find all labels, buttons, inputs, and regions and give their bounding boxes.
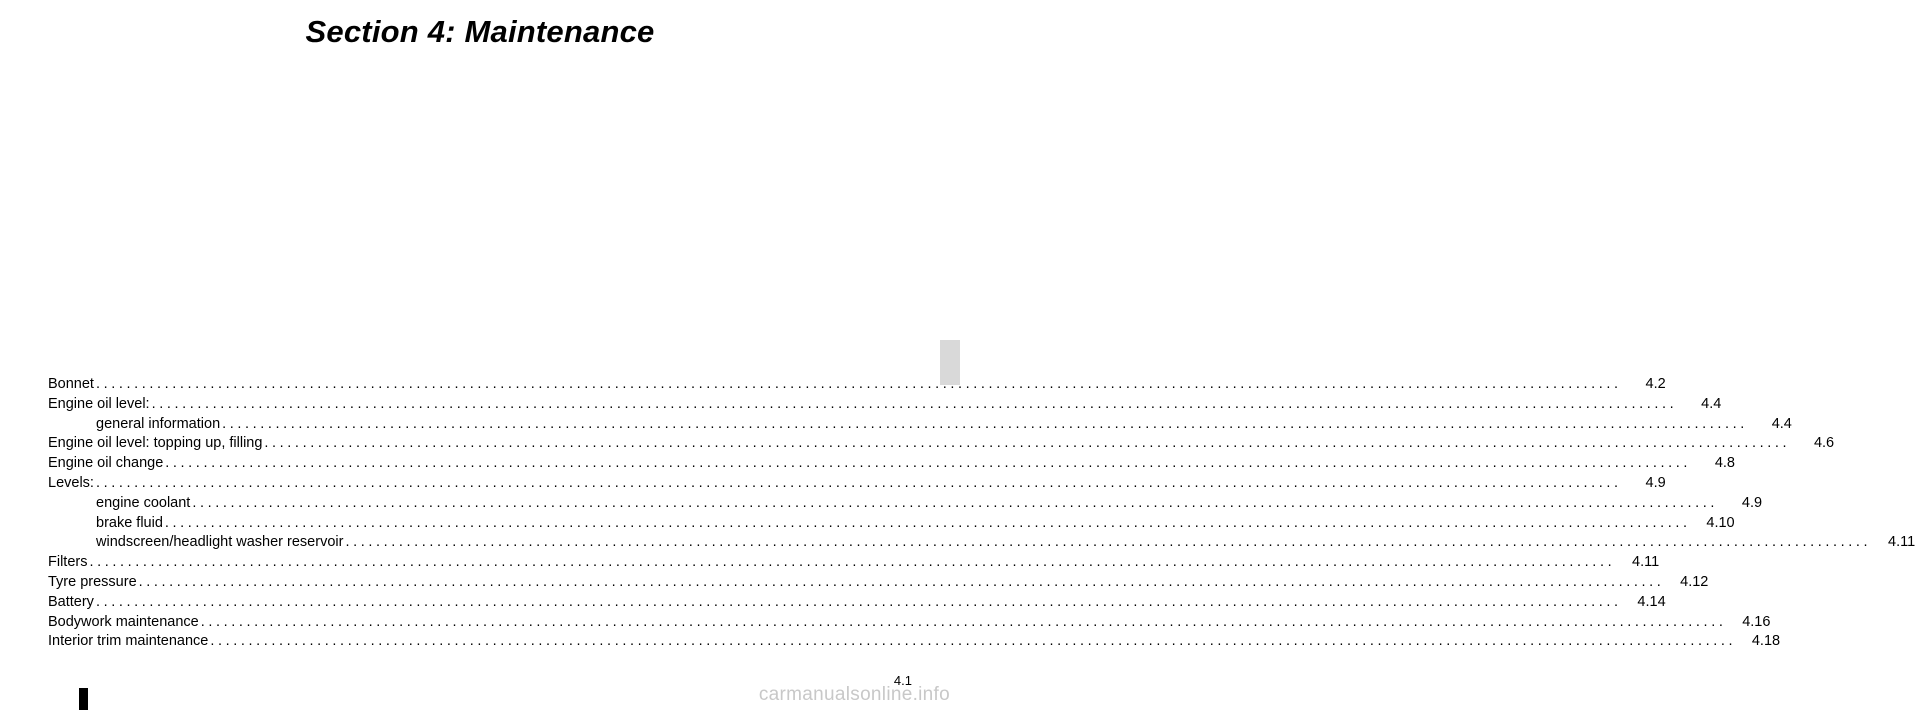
toc-dot-leader: ........................................................................................................................................................................................................ — [138, 573, 1665, 590]
toc-dot-leader: ........................................................................................................................................................................................................ — [89, 554, 1616, 571]
toc-entry-page: 4.11 — [1632, 554, 1660, 571]
toc-dot-leader: ........................................................................................................................................................................................................ — [164, 514, 1691, 531]
toc-entry-label: Bodywork maintenance — [48, 613, 199, 630]
toc-entry-label: brake fluid — [96, 514, 163, 531]
toc-entry-page: 4.16 — [1742, 613, 1771, 630]
toc-row[interactable] — [48, 533, 1915, 553]
toc-dot-leader: ........................................................................................................................................................................................................ — [222, 415, 1748, 432]
toc-entry-label: general information — [96, 415, 221, 432]
toc-entry-page: 4.10 — [1706, 514, 1735, 531]
toc-entry-page: 4.9 — [1741, 494, 1763, 511]
toc-entry-label: Engine oil level: topping up, filling — [48, 435, 263, 452]
toc-entry-label: Bonnet — [48, 376, 94, 392]
toc-entry-page: 4.11 — [1888, 534, 1915, 551]
toc-entry-label: Engine oil level: — [48, 395, 150, 412]
toc-entry-label: Engine oil change — [48, 455, 164, 472]
toc-entry-page: 4.2 — [1645, 376, 1666, 392]
toc-entry-page: 4.18 — [1751, 633, 1781, 650]
toc-entry-label: Filters — [48, 554, 88, 571]
toc-row[interactable] — [48, 514, 1735, 534]
toc-row[interactable] — [48, 573, 1709, 593]
toc-dot-leader: ........................................................................................................................................................................................................ — [95, 376, 1622, 392]
page-title: Section 4: Maintenance — [305, 14, 655, 49]
page-number: 4.1 — [893, 673, 912, 688]
table-of-contents — [48, 375, 1915, 652]
toc-entry-label: engine coolant — [96, 494, 191, 511]
toc-row[interactable] — [48, 454, 1736, 474]
section-bar-marker — [79, 688, 88, 710]
toc-entry-page: 4.14 — [1637, 593, 1666, 610]
toc-dot-leader: ........................................................................................................................................................................................................ — [165, 455, 1692, 472]
toc-row[interactable] — [48, 593, 1666, 613]
toc-dot-leader: ........................................................................................................................................................................................................ — [95, 474, 1622, 491]
toc-dot-leader: ........................................................................................................................................................................................................ — [200, 613, 1727, 630]
toc-row[interactable] — [48, 632, 1781, 652]
toc-entry-label: Levels: — [48, 474, 94, 491]
toc-entry-page: 4.4 — [1771, 415, 1792, 432]
toc-entry-page: 4.4 — [1701, 395, 1722, 412]
toc-dot-leader: ........................................................................................................................................................................................................ — [210, 633, 1737, 650]
toc-dot-leader: ........................................................................................................................................................................................................ — [345, 534, 1872, 551]
toc-dot-leader: ........................................................................................................................................................................................................ — [264, 435, 1791, 452]
toc-row[interactable] — [48, 553, 1660, 573]
toc-entry-page: 4.9 — [1645, 474, 1666, 491]
watermark-text: carmanualsonline.info — [758, 684, 950, 705]
toc-entry-page: 4.12 — [1680, 573, 1709, 590]
toc-row[interactable] — [48, 434, 1835, 454]
toc-entry-page: 4.6 — [1813, 435, 1835, 452]
toc-dot-leader: ........................................................................................................................................................................................................ — [192, 494, 1719, 511]
toc-row[interactable] — [48, 494, 1763, 514]
toc-entry-label: windscreen/headlight washer reservoir — [96, 534, 344, 551]
toc-entry-label: Interior trim maintenance — [48, 633, 209, 650]
toc-row[interactable] — [48, 395, 1722, 415]
toc-row[interactable] — [48, 613, 1771, 633]
toc-row[interactable] — [48, 415, 1792, 435]
toc-entry-label: Battery — [48, 593, 94, 610]
toc-dot-leader: ........................................................................................................................................................................................................ — [95, 593, 1622, 610]
toc-row[interactable] — [48, 375, 1666, 395]
toc-entry-label: Tyre pressure — [48, 573, 137, 590]
toc-dot-leader: ........................................................................................................................................................................................................ — [151, 395, 1678, 412]
toc-entry-page: 4.8 — [1714, 455, 1736, 472]
toc-row[interactable] — [48, 474, 1666, 494]
